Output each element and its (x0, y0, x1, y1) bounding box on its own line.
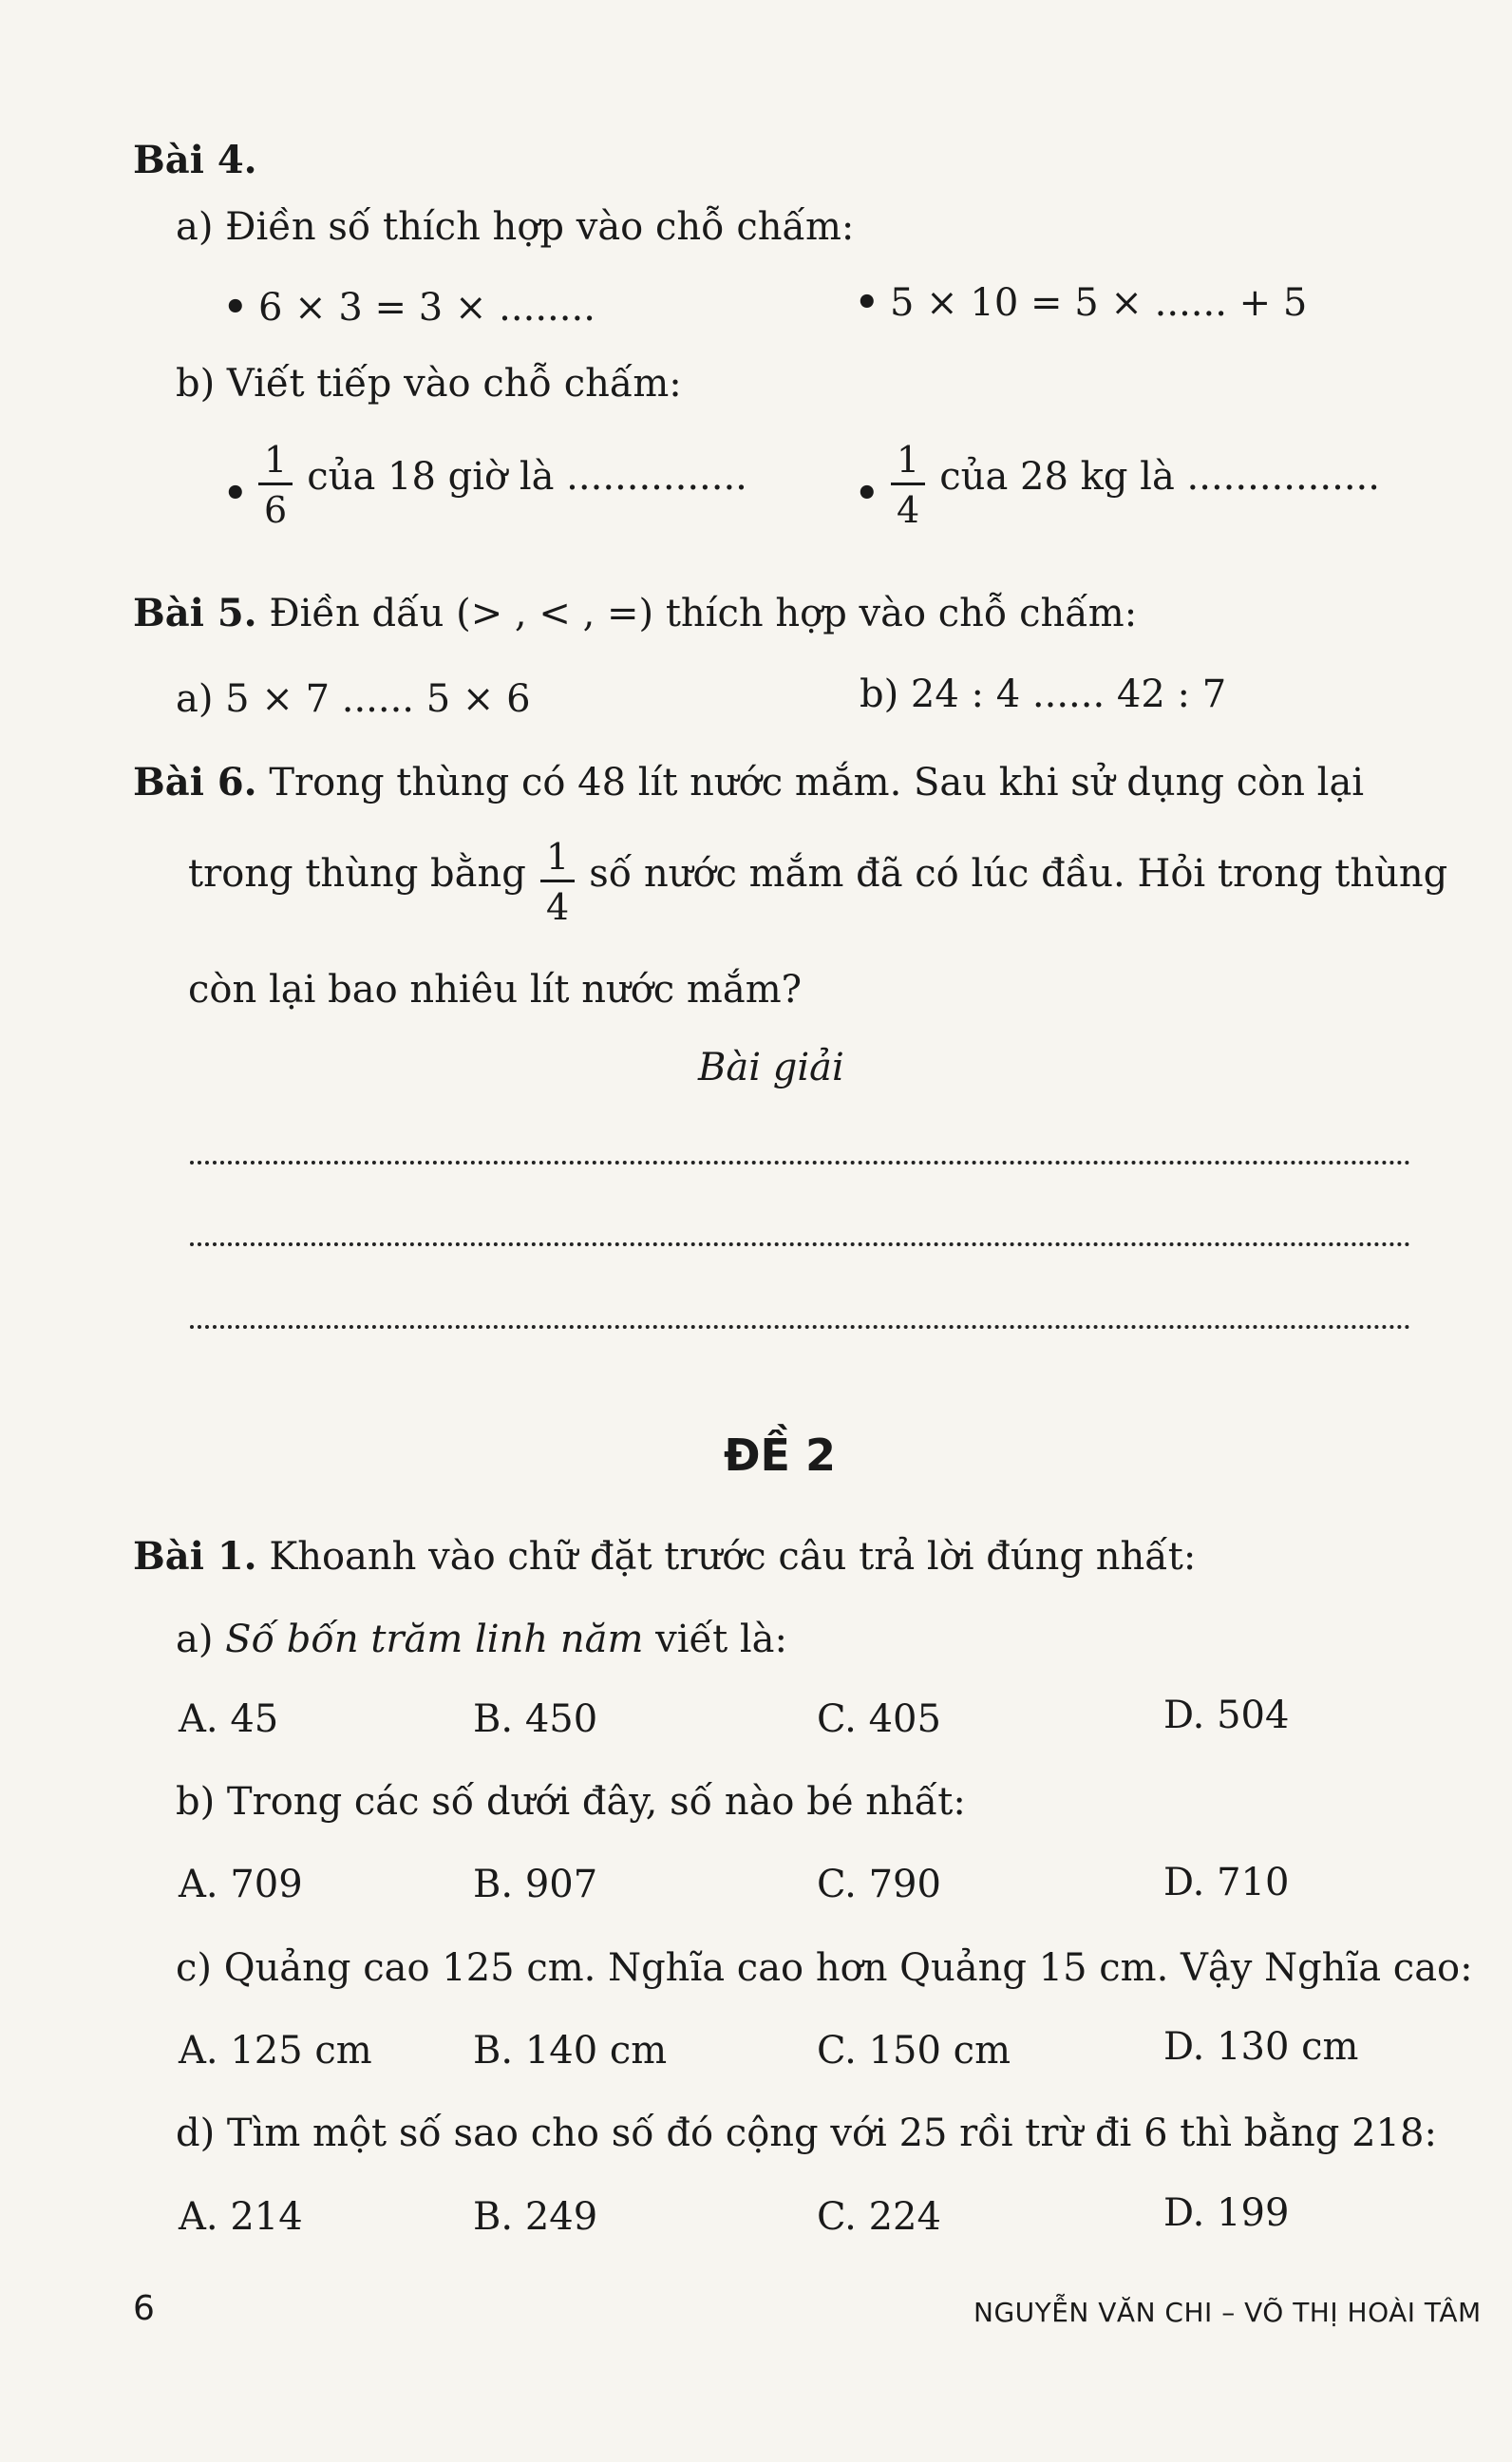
question-b: b) Trong các số dưới đây, số nào bé nhất: (176, 1780, 966, 1824)
question-d: d) Tìm một số sao cho số đó cộng với 25 rồi trừ đi 6 thì bằng 218: (176, 2112, 1437, 2155)
question-c: c) Quảng cao 125 cm. Nghĩa cao hơn Quảng 15 cm. Vậy Nghĩa cao: (176, 1946, 1473, 1990)
bai4-b-item1: $\frac{1}{6}$ của 18 giờ là ............... (249, 439, 747, 531)
option-b: B. 249 (473, 2195, 598, 2239)
bai4-a-item1: 6 × 3 = 3 × ........ (258, 286, 595, 330)
page-number: 6 (133, 2289, 155, 2328)
answer-line (190, 1242, 1410, 1246)
fraction: $\frac{1}{4}$ (540, 836, 575, 928)
section-title: ĐỀ 2 (724, 1430, 836, 1481)
fraction: $\frac{1}{6}$ (258, 439, 293, 531)
option-c: C. 224 (817, 2195, 941, 2239)
option-d: D. 504 (1163, 1694, 1290, 1737)
bai4-b-intro: b) Viết tiếp vào chỗ chấm: (176, 362, 682, 406)
option-a: A. 214 (179, 2195, 303, 2239)
option-d: D. 199 (1163, 2191, 1290, 2235)
bullet-icon: • (855, 280, 879, 325)
bai5-a: a) 5 × 7 ...... 5 × 6 (176, 677, 531, 721)
bai6-line2: trong thùng bằng $\frac{1}{4}$ số nước mắm đã có lúc đầu. Hỏi trong thùng (188, 836, 1448, 928)
fraction: $\frac{1}{4}$ (891, 439, 925, 531)
option-b: B. 140 cm (473, 2029, 668, 2073)
bullet-icon: • (855, 471, 879, 516)
option-c: C. 150 cm (817, 2029, 1011, 2073)
bai6-line3: còn lại bao nhiêu lít nước mắm? (188, 968, 803, 1012)
de2-bai1-heading: Bài 1. Khoanh vào chữ đặt trước câu trả lời đúng nhất: (133, 1534, 1197, 1579)
option-a: A. 45 (179, 1697, 279, 1741)
option-a: A. 125 cm (179, 2029, 372, 2073)
bai6-line1: Bài 6. Trong thùng có 48 lít nước mắm. Sau khi sử dụng còn lại (133, 760, 1365, 805)
bai4-b-item2: $\frac{1}{4}$ của 28 kg là ................ (881, 439, 1380, 531)
option-d: D. 130 cm (1163, 2025, 1359, 2069)
solution-heading: Bài giải (698, 1046, 844, 1089)
option-b: B. 450 (473, 1697, 598, 1741)
bai4-a-item2: 5 × 10 = 5 × ...... + 5 (890, 281, 1308, 325)
option-c: C. 790 (817, 1863, 941, 1906)
answer-line (190, 1161, 1410, 1165)
option-b: B. 907 (473, 1863, 598, 1906)
bai5-b: b) 24 : 4 ...... 42 : 7 (860, 672, 1227, 716)
question-a: a) Số bốn trăm linh năm viết là: (176, 1618, 787, 1661)
option-a: A. 709 (179, 1863, 303, 1906)
footer-authors: NGUYỄN VĂN CHI – VÕ THỊ HOÀI TÂM (973, 2297, 1482, 2328)
option-c: C. 405 (817, 1697, 941, 1741)
bai4-a-intro: a) Điền số thích hợp vào chỗ chấm: (176, 205, 855, 249)
bullet-icon: • (223, 471, 248, 516)
bullet-icon: • (223, 285, 248, 330)
bai4-title: Bài 4. (133, 138, 257, 182)
answer-line (190, 1325, 1410, 1329)
option-d: D. 710 (1163, 1861, 1290, 1904)
bai5-heading: Bài 5. Điền dấu (> , < , =) thích hợp vào chỗ chấm: (133, 591, 1138, 635)
